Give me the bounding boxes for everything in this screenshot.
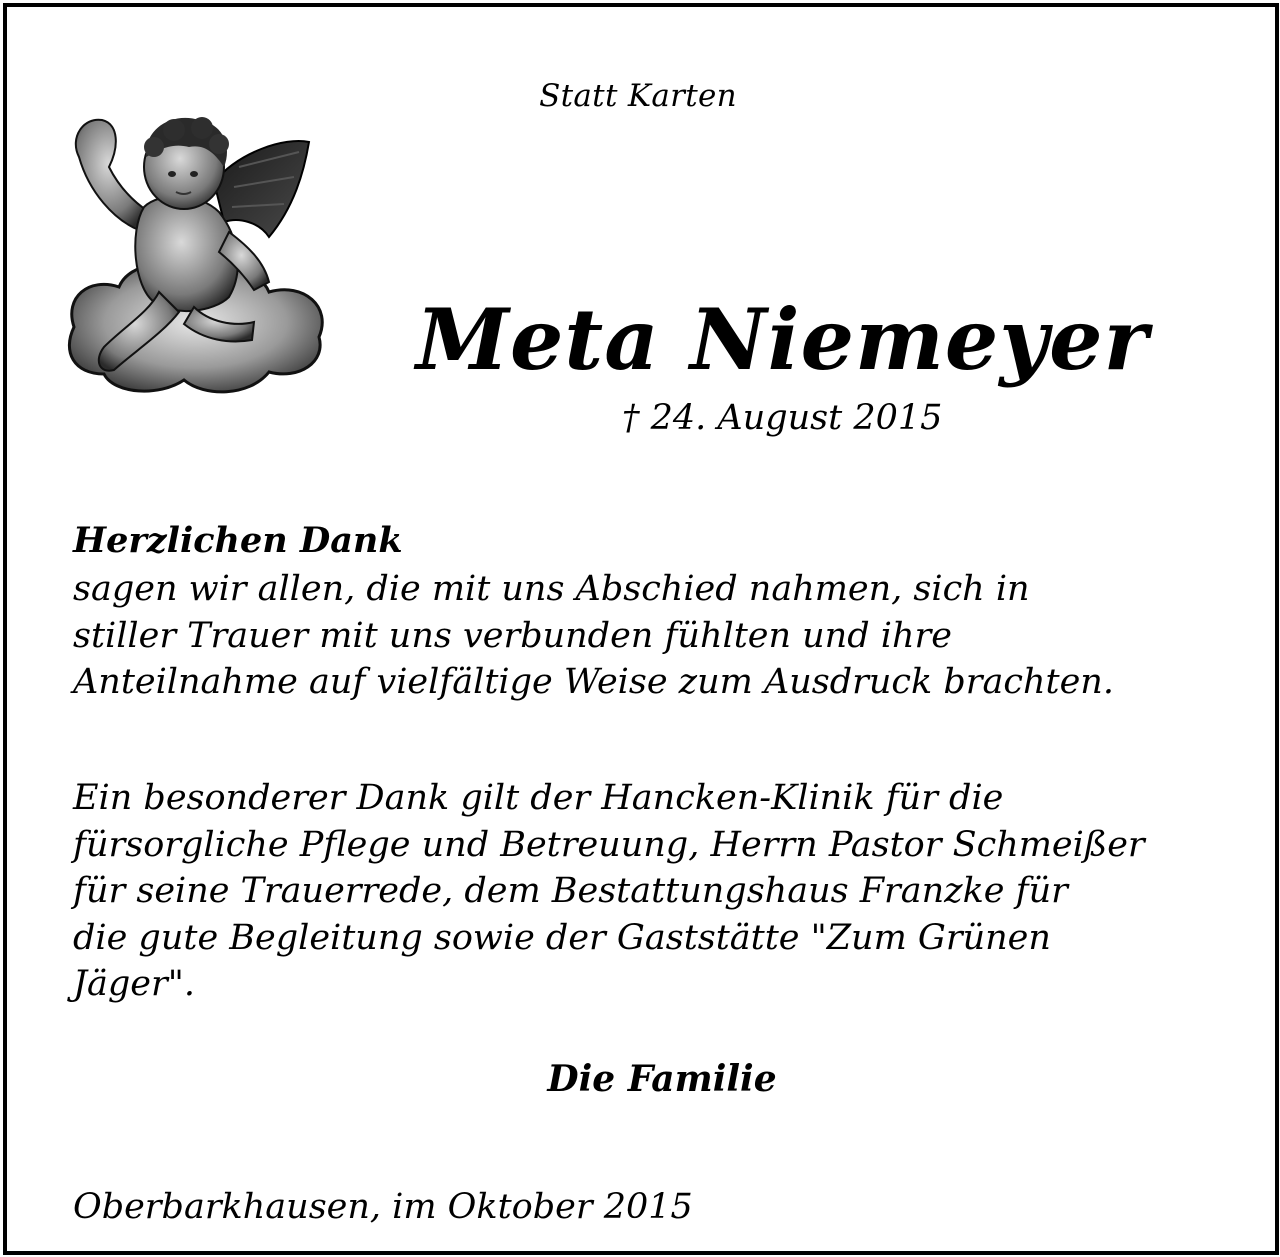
paragraph-line: stiller Trauer mit uns verbunden fühlten und ihre	[73, 615, 952, 656]
death-date: † 24. August 2015	[622, 398, 943, 438]
paragraph-line: die gute Begleitung sowie der Gaststätte "Zum Grünen	[73, 917, 1051, 958]
paragraph-line: sagen wir allen, die mit uns Abschied nahmen, sich in	[73, 569, 1030, 609]
paragraph-line: Jäger".	[73, 964, 195, 1004]
place-date: Oberbarkhausen, im Oktober 2015	[73, 1187, 693, 1227]
paragraph-line: Ein besonderer Dank gilt der Hancken-Klinik für die	[73, 778, 1004, 818]
paragraph-line: fürsorgliche Pflege und Betreuung, Herrn Pastor Schmeißer	[73, 824, 1145, 865]
angel-on-cloud-icon	[64, 112, 334, 404]
special-thanks-paragraph	[73, 775, 1253, 1008]
header-statt-karten: Statt Karten	[539, 78, 737, 114]
paragraph-line: für seine Trauerrede, dem Bestattungshaus Franzke für	[73, 871, 1068, 911]
thanks-heading: Herzlichen Dank	[73, 520, 403, 561]
signature: Die Familie	[547, 1058, 777, 1100]
paragraph-line: Anteilnahme auf vielfältige Weise zum Ausdruck brachten.	[73, 662, 1114, 702]
deceased-name: Meta Niemeyer	[416, 290, 1149, 389]
thanks-paragraph	[73, 566, 1253, 706]
